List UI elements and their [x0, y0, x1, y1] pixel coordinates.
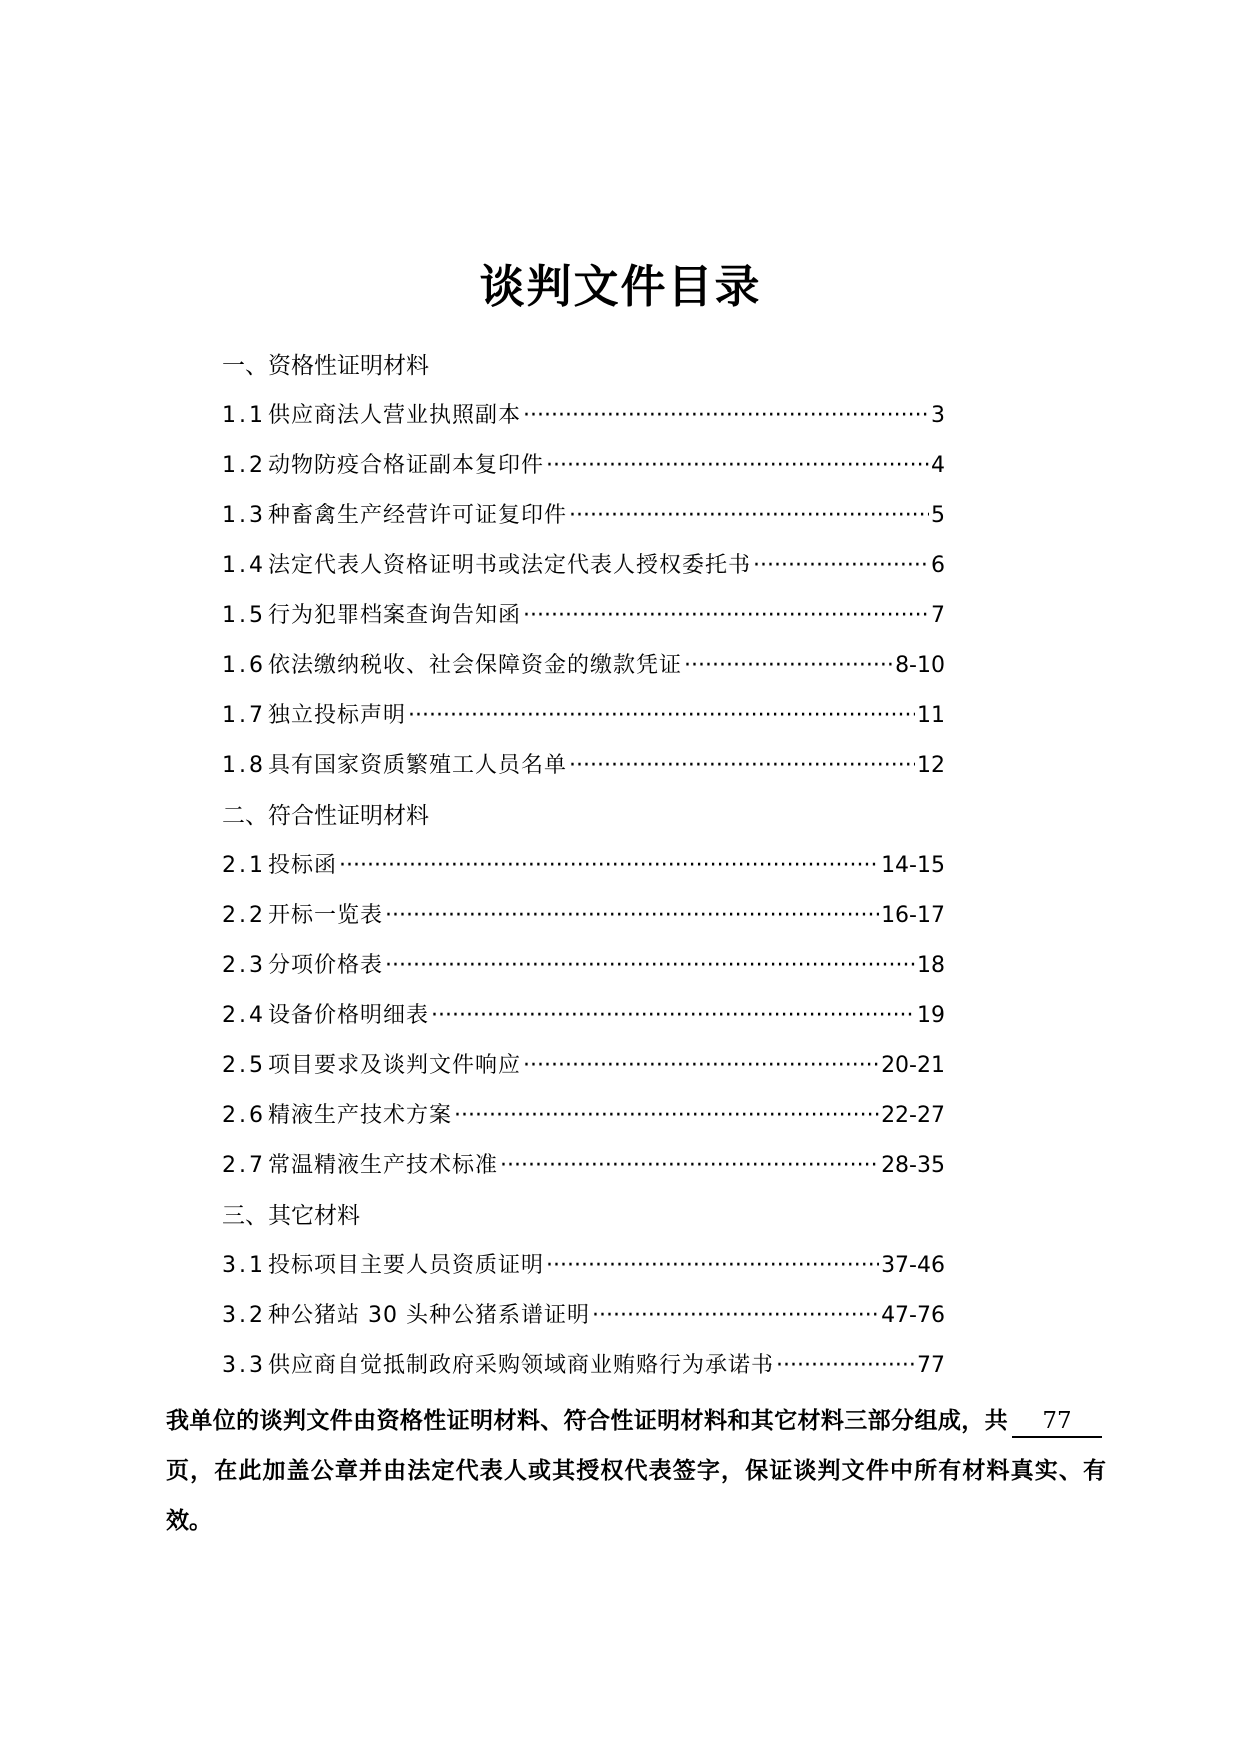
section-heading-3: 三、其它材料: [222, 1203, 360, 1229]
toc-entry-1-8: [222, 750, 945, 782]
statement-text-part2: 页，在此加盖公章并由法定代表人或其授权代表签字，保证谈判文件中所有材料真实、有效。: [166, 1457, 1106, 1534]
dot-leader: [523, 1050, 879, 1082]
toc-entry-number: 2.4: [222, 1003, 266, 1028]
toc-entry-1-7: [222, 700, 945, 732]
dot-leader: [546, 1250, 879, 1282]
toc-entry-number: 1.2: [222, 453, 266, 478]
toc-entry-number: 1.8: [222, 753, 266, 778]
dot-leader: [385, 900, 879, 932]
toc-entry-2-1: [222, 850, 945, 882]
dot-leader: [454, 1100, 879, 1132]
dot-leader: [408, 700, 915, 732]
toc-entry-3-3: [222, 1350, 945, 1382]
toc-entry-page: 77: [917, 1353, 945, 1378]
toc-entry-page: 20-21: [881, 1053, 945, 1078]
toc-entry-label: 动物防疫合格证副本复印件: [268, 453, 545, 478]
toc-entry-label: 精液生产技术方案: [268, 1103, 453, 1128]
toc-entry-number: 3.2: [222, 1303, 266, 1328]
toc-entry-page: 18: [917, 953, 945, 978]
dot-leader: [776, 1350, 915, 1382]
toc-entry-page: 6: [931, 553, 945, 578]
toc-entry-1-5: [222, 600, 945, 632]
toc-entry-number: 1.3: [222, 503, 266, 528]
toc-entry-number: 3.3: [222, 1353, 266, 1378]
toc-entry-label: 独立投标声明: [268, 703, 407, 728]
toc-entry-page: 8-10: [895, 653, 945, 678]
dot-leader: [523, 600, 929, 632]
dot-leader: [431, 1000, 915, 1032]
section-heading-2: 二、符合性证明材料: [222, 803, 429, 829]
statement-text-part1: 我单位的谈判文件由资格性证明材料、符合性证明材料和其它材料三部分组成，共: [166, 1407, 1008, 1434]
dot-leader: [684, 650, 893, 682]
toc-entry-label: 常温精液生产技术标准: [268, 1153, 499, 1178]
toc-entry-label: 开标一览表: [268, 903, 384, 928]
toc-entry-page: 7: [931, 603, 945, 628]
section-heading-1: 一、资格性证明材料: [222, 353, 429, 379]
toc-entry-label: 分项价格表: [268, 953, 384, 978]
toc-entry-2-3: [222, 950, 945, 982]
toc-entry-3-2: [222, 1300, 945, 1332]
toc-entry-1-6: [222, 650, 945, 682]
toc-entry-number: 2.7: [222, 1153, 266, 1178]
toc-entry-page: 14-15: [881, 853, 945, 878]
toc-entry-label: 行为犯罪档案查询告知函: [268, 603, 522, 628]
dot-leader: [500, 1150, 879, 1182]
toc-entry-page: 22-27: [881, 1103, 945, 1128]
toc-entry-page: 19: [917, 1003, 945, 1028]
toc-entry-3-1: [222, 1250, 945, 1282]
toc-entry-page: 16-17: [881, 903, 945, 928]
dot-leader: [753, 550, 929, 582]
toc-entry-number: 1.7: [222, 703, 266, 728]
dot-leader: [523, 400, 929, 432]
toc-entry-label: 投标函: [268, 853, 338, 878]
toc-entry-number: 3.1: [222, 1253, 266, 1278]
toc-entry-label: 供应商自觉抵制政府采购领域商业贿赂行为承诺书: [268, 1353, 775, 1378]
toc-entry-1-4: [222, 550, 945, 582]
toc-entry-number: 1.5: [222, 603, 266, 628]
toc-entry-2-2: [222, 900, 945, 932]
document-title: 谈判文件目录: [479, 260, 762, 313]
dot-leader: [592, 1300, 879, 1332]
toc-entry-number: 2.3: [222, 953, 266, 978]
toc-entry-number: 1.6: [222, 653, 266, 678]
toc-entry-page: 28-35: [881, 1153, 945, 1178]
toc-entry-page: 11: [917, 703, 945, 728]
toc-entry-label: 设备价格明细表: [268, 1003, 430, 1028]
toc-entry-page: 37-46: [881, 1253, 945, 1278]
toc-entry-1-2: [222, 450, 945, 482]
toc-entry-label: 依法缴纳税收、社会保障资金的缴款凭证: [268, 653, 683, 678]
dot-leader: [546, 450, 929, 482]
toc-entry-label: 项目要求及谈判文件响应: [268, 1053, 522, 1078]
toc-entry-label: 投标项目主要人员资质证明: [268, 1253, 545, 1278]
dot-leader: [569, 500, 929, 532]
toc-entry-page: 4: [931, 453, 945, 478]
dot-leader: [569, 750, 915, 782]
toc-entry-2-4: [222, 1000, 945, 1032]
statement-paragraph: [166, 1396, 1106, 1546]
toc-entry-label: 具有国家资质繁殖工人员名单: [268, 753, 568, 778]
toc-entry-number: 2.5: [222, 1053, 266, 1078]
toc-entry-2-7: [222, 1150, 945, 1182]
toc-entry-page: 5: [931, 503, 945, 528]
toc-entry-page: 47-76: [881, 1303, 945, 1328]
toc-entry-label: 供应商法人营业执照副本: [268, 403, 522, 428]
toc-entry-1-1: [222, 400, 945, 432]
toc-entry-page: 3: [931, 403, 945, 428]
toc-entry-number: 2.2: [222, 903, 266, 928]
toc-entry-label: 种畜禽生产经营许可证复印件: [268, 503, 568, 528]
toc-entry-label: 法定代表人资格证明书或法定代表人授权委托书: [268, 553, 752, 578]
page-count-blank: 77: [1012, 1406, 1102, 1438]
toc-entry-page: 12: [917, 753, 945, 778]
toc-entry-2-5: [222, 1050, 945, 1082]
toc-entry-label: 种公猪站 30 头种公猪系谱证明: [268, 1303, 590, 1328]
toc-entry-number: 2.1: [222, 853, 266, 878]
toc-entry-1-3: [222, 500, 945, 532]
toc-entry-number: 1.1: [222, 403, 266, 428]
toc-entry-2-6: [222, 1100, 945, 1132]
toc-entry-number: 1.4: [222, 553, 266, 578]
toc-entry-number: 2.6: [222, 1103, 266, 1128]
dot-leader: [339, 850, 879, 882]
dot-leader: [385, 950, 915, 982]
